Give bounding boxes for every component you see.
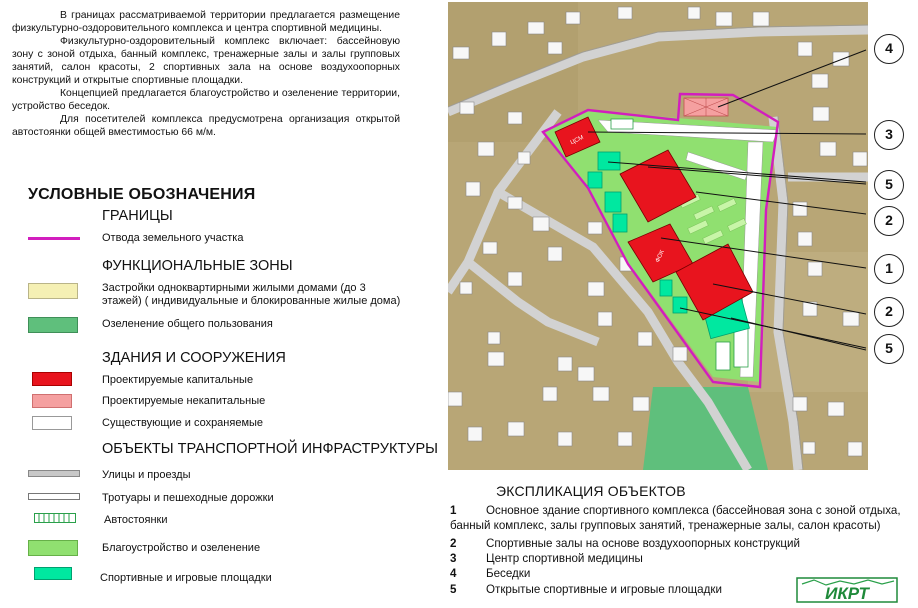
explication-text: Беседки — [486, 567, 531, 580]
legend-item-residential: Застройки одноквартирными жилыми домами (до 3 этажей) ( индивидуальные и блокированные жилые дома) — [102, 282, 401, 307]
sports-swatch — [34, 567, 72, 580]
legend-item-sidewalks: Тротуары и пешеходные дорожки — [102, 492, 274, 504]
sidewalks-swatch — [28, 493, 80, 500]
legend-item-landscaping: Благоустройство и озеленение — [102, 542, 261, 554]
existing-swatch — [32, 416, 72, 430]
explication-text: Центр спортивной медицины — [486, 552, 643, 565]
explication-num: 4 — [450, 567, 457, 580]
legend-title: УСЛОВНЫЕ ОБОЗНАЧЕНИЯ — [28, 186, 256, 203]
ikrt-logo — [796, 576, 900, 604]
legend-item-existing: Существующие и сохраняемые — [102, 417, 264, 429]
legend-item-noncapital: Проектируемые некапитальные — [102, 395, 266, 407]
callout-5: 5 — [874, 170, 904, 200]
legend-item-parking: Автостоянки — [104, 514, 168, 526]
logo-text: ИКРТ — [825, 584, 869, 603]
explication-item — [450, 536, 800, 551]
explication-item-continuation: банный комплекс, залы групповых занятий, тренажерные залы, салон красоты) — [450, 519, 881, 532]
explication-num: 3 — [450, 552, 457, 565]
explication-num: 2 — [450, 537, 457, 550]
legend-section-borders: ГРАНИЦЫ — [102, 208, 173, 224]
noncapital-swatch — [32, 394, 72, 408]
callout-2: 2 — [874, 206, 904, 236]
building-label-fok: ФОК — [654, 249, 666, 264]
legend-section-buildings: ЗДАНИЯ И СООРУЖЕНИЯ — [102, 350, 286, 366]
explication-item — [450, 551, 643, 566]
building-label-csm: ЦСМ — [569, 134, 585, 147]
legend-item-capital: Проектируемые капитальные — [102, 374, 254, 386]
legend-item-sports: Спортивные и игровые площадки — [100, 572, 272, 584]
explication-num: 1 — [450, 504, 457, 517]
landscaping-swatch — [28, 540, 78, 556]
streets-swatch — [28, 470, 80, 477]
explication-text: Спортивные залы на основе воздухоопорных конструкций — [486, 537, 800, 550]
legend-item-public-green: Озеленение общего пользования — [102, 318, 273, 330]
residential-swatch — [28, 283, 78, 299]
parking-swatch — [34, 513, 76, 523]
callout-1: 1 — [874, 254, 904, 284]
legend-item-land-border: Отвода земельного участка — [102, 232, 244, 244]
legend-item-streets: Улицы и проезды — [102, 469, 191, 481]
explication-num: 5 — [450, 583, 457, 596]
explication-item — [450, 582, 722, 597]
callout-2: 2 — [874, 297, 904, 327]
description-text — [12, 9, 400, 139]
description-paragraph: Концепцией предлагается благоустройство и озеленение территории, устройство беседок. — [12, 88, 400, 112]
explication-title: ЭКСПЛИКАЦИЯ ОБЪЕКТОВ — [496, 483, 686, 499]
site-plan-map — [448, 2, 868, 470]
callout-4: 4 — [874, 34, 904, 64]
description-paragraph: В границах рассматриваемой территории предлагается размещение физкультурно-оздоровительного комплекса и центра спортивной медицины. — [12, 10, 400, 34]
explication-text: Открытые спортивные и игровые площадки — [486, 583, 722, 596]
description-paragraph: Для посетителей комплекса предусмотрена организация открытой автостоянки общей вместимостью 66 м/м. — [12, 114, 400, 138]
explication-item — [450, 503, 901, 518]
capital-swatch — [32, 372, 72, 386]
explication-item — [450, 566, 530, 581]
land-border-swatch — [28, 237, 80, 240]
legend-section-transport: ОБЪЕКТЫ ТРАНСПОРТНОЙ ИНФРАСТРУКТУРЫ — [102, 441, 438, 457]
description-paragraph: Физкультурно-оздоровительный комплекс включает: бассейновую зону с зоной отдыха, банный комплекс, тренажерные залы и залы групповых занятий, салон красоты, 2 спортивных зала на основе воздухоопорных конструкций и открытые спортивные площадки. — [12, 36, 400, 86]
callout-5: 5 — [874, 334, 904, 364]
site-plan-drawing — [448, 2, 868, 470]
callout-3: 3 — [874, 120, 904, 150]
public-green-swatch — [28, 317, 78, 333]
legend-section-zones: ФУНКЦИОНАЛЬНЫЕ ЗОНЫ — [102, 258, 293, 274]
explication-text: Основное здание спортивного комплекса (бассейновая зона с зоной отдыха, — [486, 504, 901, 517]
